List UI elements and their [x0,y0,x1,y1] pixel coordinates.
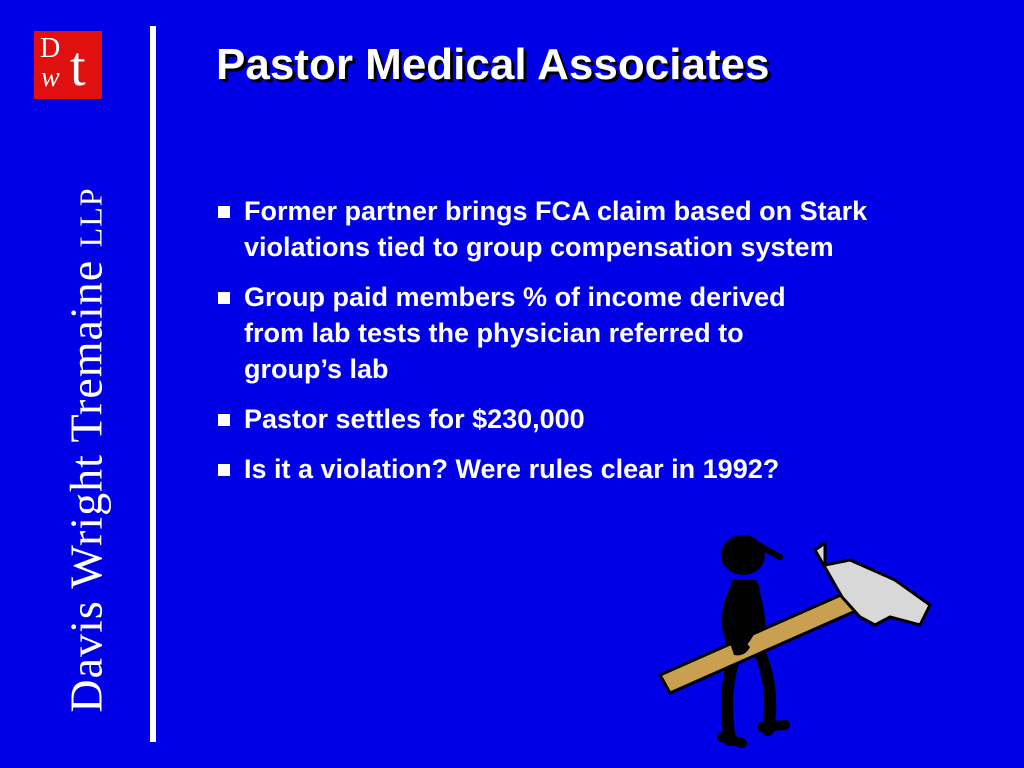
figure-head [721,535,765,575]
square-bullet-icon [218,206,230,218]
slide-title: Pastor Medical Associates [216,40,770,89]
bullet-item [216,193,894,265]
logo-letter-t: t [70,36,86,98]
bullet-item [216,279,844,387]
hammer-figure-clipart [650,525,940,750]
firm-name: Davis Wright Tremaine [60,259,112,713]
square-bullet-icon [218,414,230,426]
square-bullet-icon [218,464,230,476]
square-bullet-icon [218,292,230,304]
bullet-text: Is it a violation? Were rules clear in 1992? [244,454,780,484]
bullet-item [216,401,906,437]
logo-letter-d: D [40,33,61,64]
bullet-text: Pastor settles for $230,000 [244,404,585,434]
bullet-list [216,193,906,501]
vertical-divider [150,26,156,742]
firm-name-vertical [60,187,113,712]
bullet-item [216,451,864,487]
bullet-text: Former partner brings FCA claim based on Stark violations tied to group compensation system [244,196,868,262]
bullet-text: Group paid members % of income derived from lab tests the physician referred to group’s lab [244,282,786,384]
logo-letter-w: w [41,62,60,93]
firm-suffix: LLP [72,187,109,248]
firm-logo [34,31,102,99]
